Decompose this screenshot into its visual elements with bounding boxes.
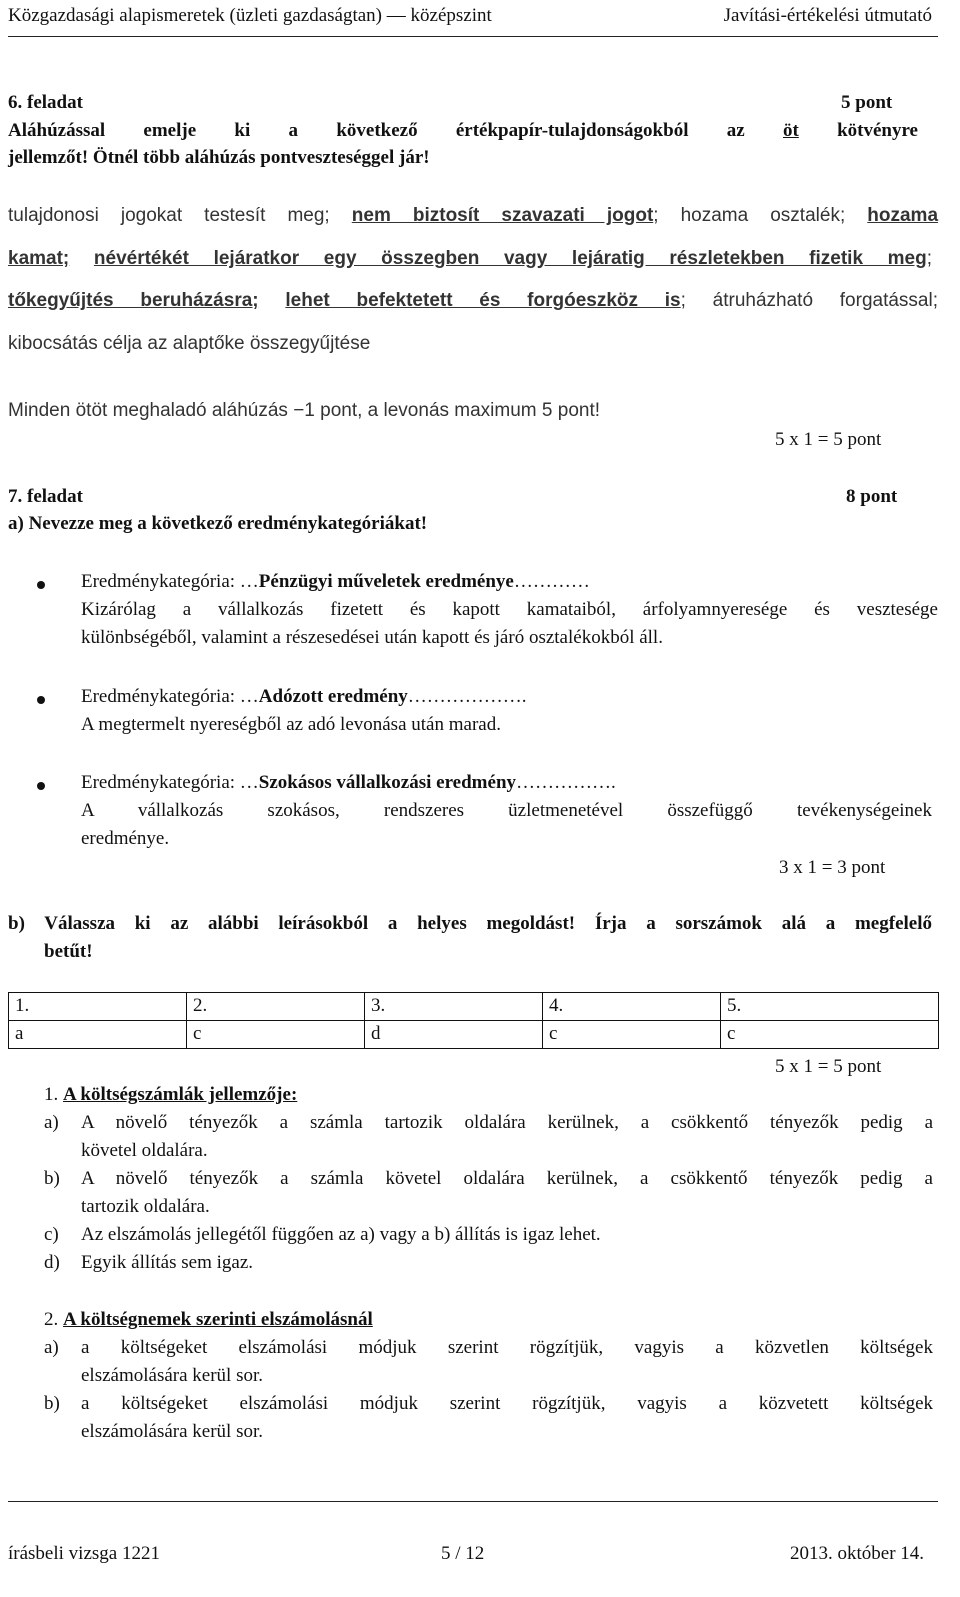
option-text: követel oldalára. <box>81 1140 208 1161</box>
task6-points: 5 pont <box>841 92 893 113</box>
header-rule <box>8 36 938 37</box>
category-description: különbségéből, valamint a részesedései után kapott és járó osztalékokból áll. <box>81 627 663 648</box>
task6-instruction-line2: jellemzőt! Ötnél több aláhúzás pontveszteséggel jár! <box>8 147 430 168</box>
option-text: elszámolására kerül sor. <box>81 1365 264 1386</box>
table-cell: 3. <box>365 993 543 1021</box>
task6-title: 6. feladat <box>8 92 83 113</box>
option-text: A növelő tényezők a számla követel oldalára kerülnek, a csökkentő tényezők pedig a <box>81 1168 933 1189</box>
option-letter: c) <box>44 1224 59 1245</box>
category-line: Eredménykategória: …Pénzügyi műveletek eredménye………… <box>81 571 590 592</box>
footer-exam-id: írásbeli vizsga 1221 <box>8 1543 160 1564</box>
option-letter: d) <box>44 1252 60 1273</box>
page-header-guide: Javítási-értékelési útmutató <box>723 5 932 26</box>
question1-title: 1. A költségszámlák jellemzője: <box>44 1084 298 1105</box>
category-description: eredménye. <box>81 828 170 849</box>
option-text: Az elszámolás jellegétől függően az a) vagy a b) állítás is igaz lehet. <box>81 1224 601 1245</box>
bullet-icon <box>37 581 45 589</box>
table-cell: a <box>9 1021 187 1049</box>
option-letter: b) <box>44 1393 60 1414</box>
footer-date: 2013. október 14. <box>790 1543 925 1564</box>
option-letter: b) <box>44 1168 60 1189</box>
task7-title: 7. feladat <box>8 486 83 507</box>
page-header-title: Közgazdasági alapismeretek (üzleti gazdaságtan) — középszint <box>8 5 492 26</box>
table-row <box>9 1021 939 1049</box>
task6-answer-line4: kibocsátás célja az alaptőke összegyűjtése <box>8 333 371 354</box>
table-cell: 2. <box>187 993 365 1021</box>
task6-answer-line1: tulajdonosi jogokat testesít meg; nem biztosít szavazati jogot; hozama osztalék; hozama <box>8 205 939 226</box>
footer-page-number: 5 / 12 <box>441 1543 485 1564</box>
option-letter: a) <box>44 1112 59 1133</box>
option-text: Egyik állítás sem igaz. <box>81 1252 254 1273</box>
table-cell: 5. <box>721 993 939 1021</box>
answer-table <box>8 992 939 1049</box>
category-line: Eredménykategória: …Adózott eredmény………………. <box>81 686 527 707</box>
option-text: A növelő tényezők a számla tartozik oldalára kerülnek, a csökkentő tényezők pedig a <box>81 1112 933 1133</box>
option-text: tartozik oldalára. <box>81 1196 210 1217</box>
task7-score-b: 5 x 1 = 5 pont <box>775 1056 882 1077</box>
task6-answer-line2: kamat; névértékét lejáratkor egy összegben vagy lejáratig részletekben fizetik meg; <box>8 248 932 269</box>
task6-score: 5 x 1 = 5 pont <box>775 429 882 450</box>
task6-note: Minden ötöt meghaladó aláhúzás −1 pont, a levonás maximum 5 pont! <box>8 400 601 421</box>
option-text: elszámolására kerül sor. <box>81 1421 264 1442</box>
task6-answer-line3: tőkegyűjtés beruházásra; lehet befektetett és forgóeszköz is; átruházható forgatással; <box>8 290 938 311</box>
category-description: A megtermelt nyereségből az adó levonása után marad. <box>81 714 501 735</box>
category-description: A vállalkozás szokásos, rendszeres üzletmenetével összefüggő tevékenységeinek <box>81 800 932 821</box>
footer-rule <box>8 1501 938 1502</box>
table-cell: c <box>187 1021 365 1049</box>
task7-part-b-instruction-line1: b) Válassza ki az alábbi leírásokból a helyes megoldást! Írja a sorszámok alá a megfelelő <box>8 913 932 934</box>
option-text: a költségeket elszámolási módjuk szerint rögzítjük, vagyis a közvetett költségek <box>81 1393 933 1414</box>
table-cell: d <box>365 1021 543 1049</box>
task6-instruction-line1: Aláhúzással emelje ki a következő értékpapír-tulajdonságokból az öt kötvényre <box>8 120 918 141</box>
task7-part-b-instruction-line2: betűt! <box>44 941 93 962</box>
category-description: Kizárólag a vállalkozás fizetett és kapott kamataiból, árfolyamnyeresége és vesztesége <box>81 599 938 620</box>
task7-score-a: 3 x 1 = 3 pont <box>779 857 886 878</box>
table-cell: 4. <box>543 993 721 1021</box>
task7-points: 8 pont <box>846 486 898 507</box>
task7-part-a-instruction: a) Nevezze meg a következő eredménykategóriákat! <box>8 513 428 534</box>
bullet-icon <box>37 696 45 704</box>
option-text: a költségeket elszámolási módjuk szerint rögzítjük, vagyis a közvetlen költségek <box>81 1337 933 1358</box>
table-row <box>9 993 939 1021</box>
bullet-icon <box>37 782 45 790</box>
table-cell: c <box>721 1021 939 1049</box>
category-line: Eredménykategória: …Szokásos vállalkozási eredmény……………. <box>81 772 616 793</box>
option-letter: a) <box>44 1337 59 1358</box>
question2-title: 2. A költségnemek szerinti elszámolásnál <box>44 1309 373 1330</box>
table-cell: c <box>543 1021 721 1049</box>
table-cell: 1. <box>9 993 187 1021</box>
